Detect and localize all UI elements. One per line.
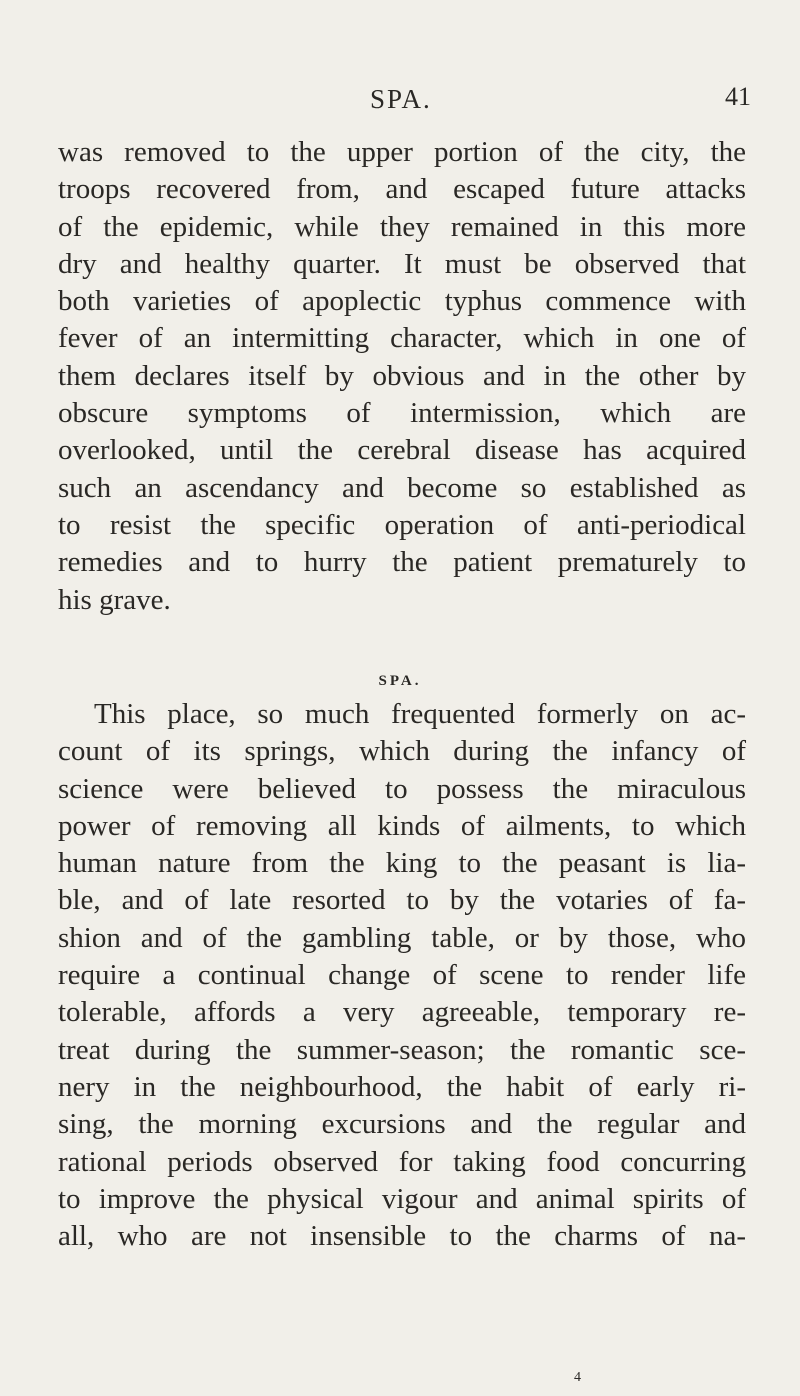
text-line: was removed to the upper portion of the city, the bbox=[58, 136, 746, 168]
text-line: troops recovered from, and escaped future attacks bbox=[58, 173, 746, 206]
text-line: require a continual change of scene to render life bbox=[58, 959, 746, 992]
text-line: both varieties of apoplectic typhus commence with bbox=[58, 285, 746, 318]
text-line: of the epidemic, while they remained in this more bbox=[58, 210, 746, 243]
text-line: power of removing all kinds of ailments, to which bbox=[58, 809, 746, 842]
text-line: rational periods observed for taking food concurring bbox=[58, 1145, 746, 1178]
text-line: to improve the physical vigour and animal spirits of bbox=[58, 1182, 746, 1215]
text-line: dry and healthy quarter. It must be observed that bbox=[58, 247, 746, 280]
text-line: tolerable, affords a very agreeable, temporary re- bbox=[58, 996, 746, 1029]
text-line: all, who are not insensible to the charms of na- bbox=[58, 1220, 746, 1253]
section-heading: SPA. bbox=[378, 673, 422, 689]
text-line: science were believed to possess the miraculous bbox=[58, 772, 746, 805]
paragraph-1 bbox=[58, 134, 746, 619]
text-line: human nature from the king to the peasant is lia- bbox=[58, 847, 746, 880]
paragraph-2 bbox=[58, 696, 746, 1255]
text-line: them declares itself by obvious and in the other by bbox=[58, 359, 746, 392]
text-line: nery in the neighbourhood, the habit of early ri- bbox=[58, 1070, 746, 1103]
text-line: overlooked, until the cerebral disease has acquired bbox=[58, 434, 746, 467]
text-line: obscure symptoms of intermission, which are bbox=[58, 397, 746, 430]
text-line: sing, the morning excursions and the regular and bbox=[58, 1108, 746, 1141]
text-line: treat during the summer-season; the romantic sce- bbox=[58, 1033, 746, 1066]
text-line: This place, so much frequented formerly on ac- bbox=[94, 698, 746, 730]
signature-mark: 4 bbox=[574, 1370, 581, 1385]
text-line: to resist the specific operation of anti-periodical bbox=[58, 508, 746, 541]
text-line: count of its springs, which during the infancy of bbox=[58, 735, 746, 768]
text-line: fever of an intermitting character, which in one of bbox=[58, 322, 746, 355]
running-title: SPA. bbox=[370, 84, 432, 114]
text-line: remedies and to hurry the patient prematurely to bbox=[58, 546, 746, 579]
text-line: ble, and of late resorted to by the votaries of fa- bbox=[58, 884, 746, 917]
text-line: shion and of the gambling table, or by those, who bbox=[58, 921, 746, 954]
text-line: his grave. bbox=[58, 583, 171, 616]
running-head bbox=[0, 72, 800, 112]
text-line: such an ascendancy and become so established as bbox=[58, 471, 746, 504]
page-number: 41 bbox=[725, 82, 751, 111]
